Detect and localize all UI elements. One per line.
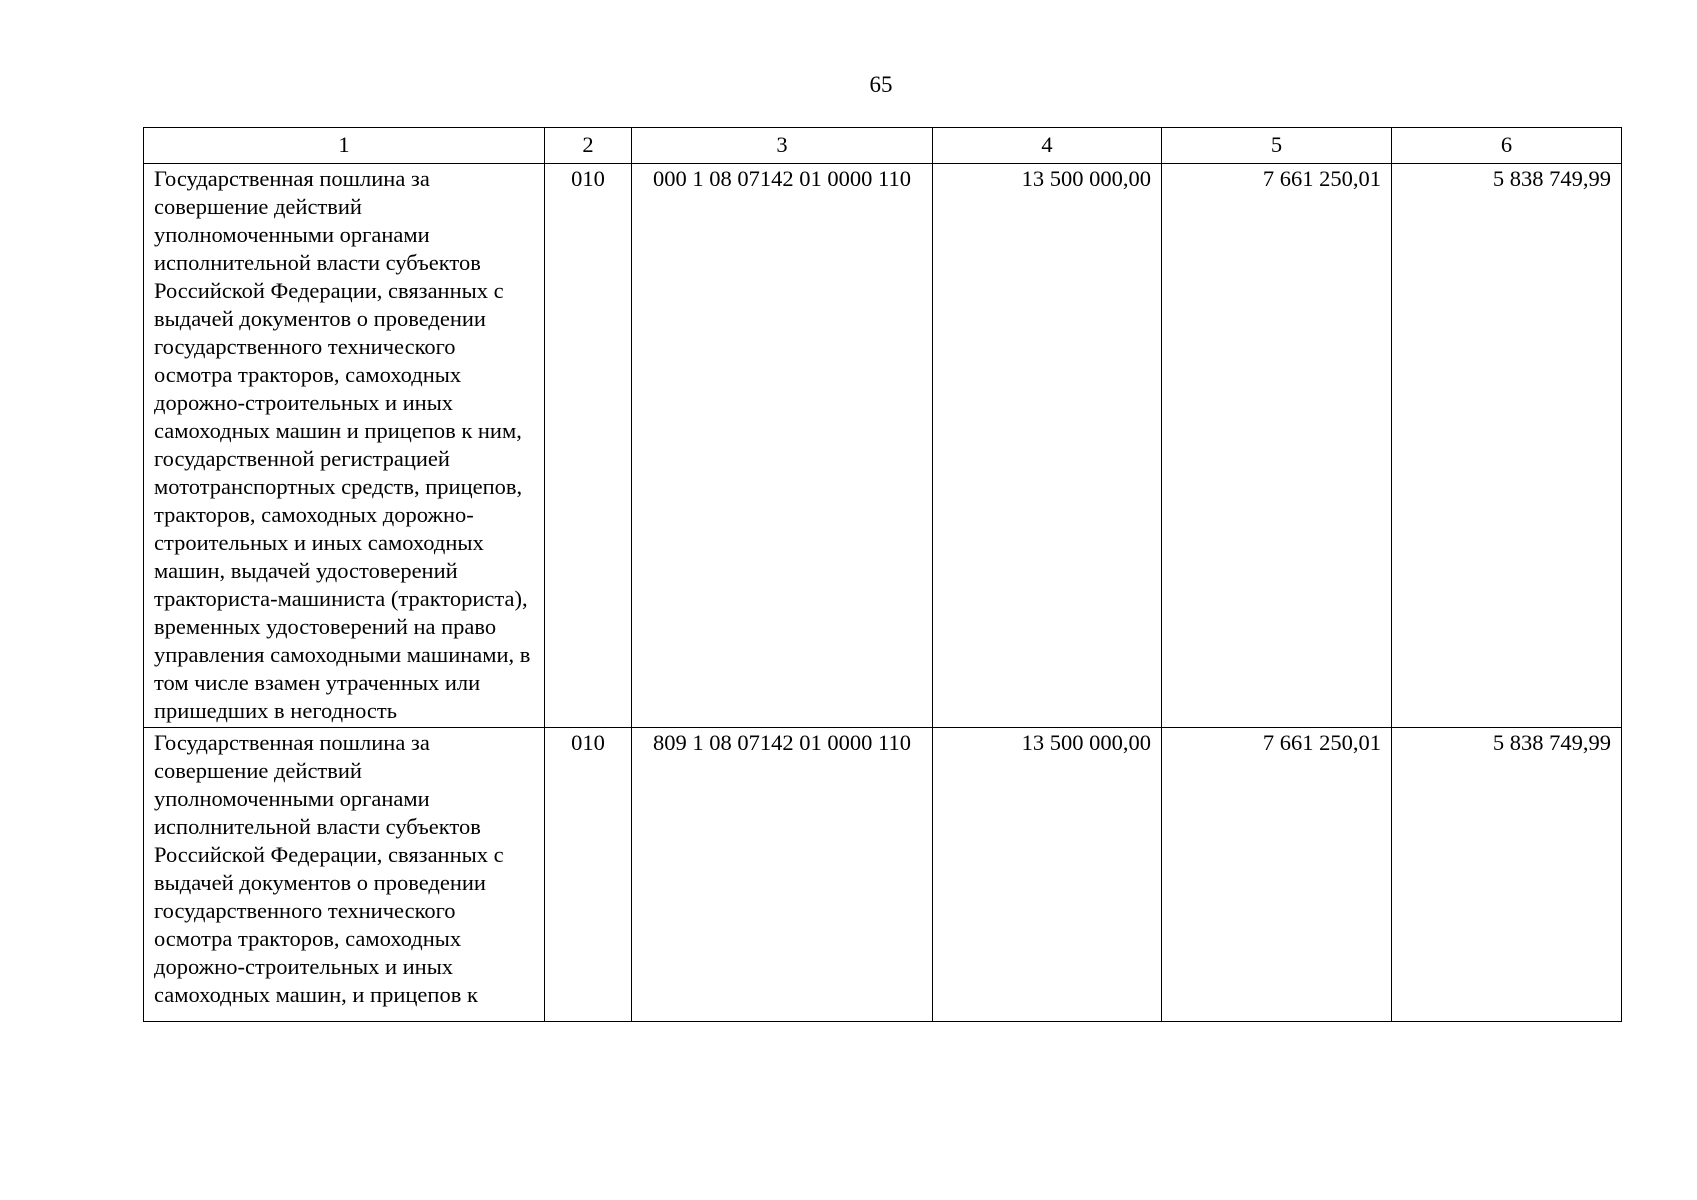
row-unexecuted: 5 838 749,99 [1392, 164, 1622, 728]
table-row [144, 164, 1622, 728]
header-cell-5: 5 [1162, 128, 1392, 164]
header-cell-1: 1 [144, 128, 545, 164]
page-number: 65 [869, 72, 893, 97]
row-name: Государственная пошлина за совершение действий уполномоченными органами исполнительной власти субъектов Российской Федерации, связанных с выдачей документов о проведении государственного технического осмотра тракторов, самоходных дорожно-строительных и иных самоходных машин, и прицепов к [144, 728, 545, 1022]
header-cell-4: 4 [933, 128, 1162, 164]
row-line-code: 010 [545, 728, 632, 1022]
table-row [144, 728, 1622, 1022]
row-executed: 7 661 250,01 [1162, 728, 1392, 1022]
row-income-code: 000 1 08 07142 01 0000 110 [632, 164, 933, 728]
row-unexecuted: 5 838 749,99 [1392, 728, 1622, 1022]
header-cell-2: 2 [545, 128, 632, 164]
row-line-code: 010 [545, 164, 632, 728]
row-executed: 7 661 250,01 [1162, 164, 1392, 728]
header-row [144, 128, 1622, 164]
header-cell-6: 6 [1392, 128, 1622, 164]
row-income-code: 809 1 08 07142 01 0000 110 [632, 728, 933, 1022]
row-approved: 13 500 000,00 [933, 164, 1162, 728]
report-table [143, 127, 1622, 1022]
row-approved: 13 500 000,00 [933, 728, 1162, 1022]
header-cell-3: 3 [632, 128, 933, 164]
row-name: Государственная пошлина за совершение действий уполномоченными органами исполнительной власти субъектов Российской Федерации, связанных с выдачей документов о проведении государственного технического осмотра тракторов, самоходных дорожно-строительных и иных самоходных машин и прицепов к ним, государственной регистрацией мототранспортных средств, прицепов, тракторов, самоходных дорожно-строительных и иных самоходных машин, выдачей удостоверений тракториста-машиниста (тракториста), временных удостоверений на право управления самоходными машинами, в том числе взамен утраченных или пришедших в негодность [144, 164, 545, 728]
